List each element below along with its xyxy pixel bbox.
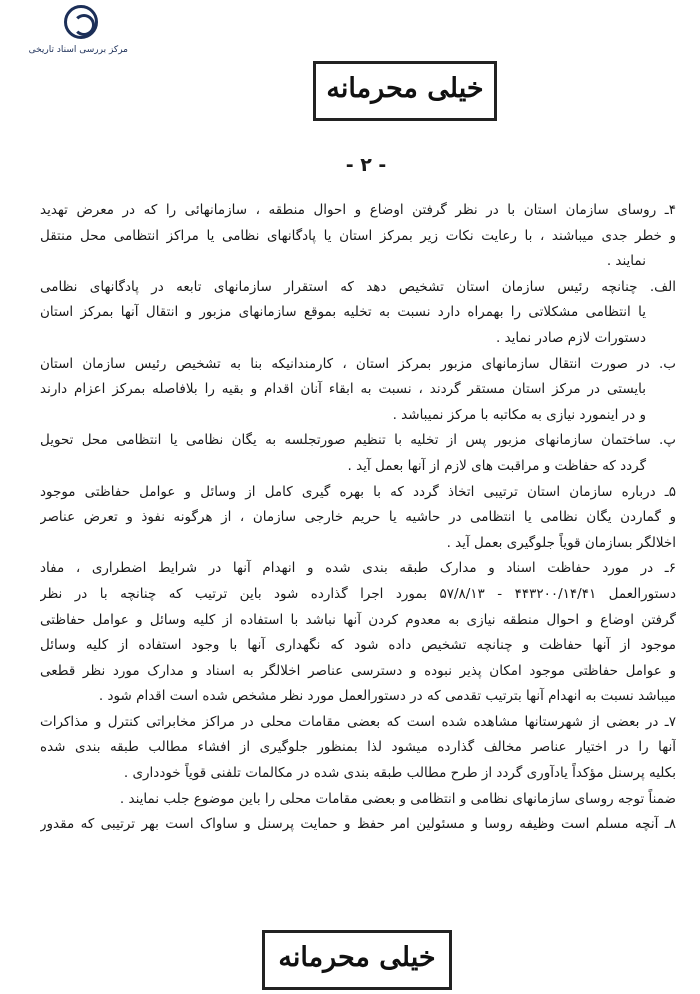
text-line: یا انتظامی مشکلاتی را بهمراه دارد نسبت به تخلیه بموقع سازمانهای مزبور و انتقال آنها بمرکز استان xyxy=(40,304,646,321)
text-line: دستورات لازم صادر نماید . xyxy=(495,329,646,346)
archive-logo xyxy=(8,5,128,63)
text-line: ۵ـ درباره سازمان استان ترتیبی اتخاذ گردد که با بهره گیری کامل از وسائل و عوامل حفاظتی موجود xyxy=(40,483,676,500)
document-body xyxy=(40,198,676,838)
page-number: - ۲ - xyxy=(345,154,387,176)
confidential-stamp-bottom: خیلی محرمانه xyxy=(262,930,452,990)
confidential-stamp-top: خیلی محرمانه xyxy=(313,61,497,121)
logo-text: مرکز بررسی اسناد تاریخی xyxy=(28,45,128,55)
text-line: بایستی در مرکز استان مستقر گردند ، نسبت به ابقاء آنان اقدام و بقیه را بلافاصله بمرکز اعزام دارند xyxy=(40,381,646,398)
text-line: بکلیه پرسنل مؤکداً یادآوری گردد از طرح مطالب طبقه بندی شده در مکالمات تلفنی قویاً خودداری . xyxy=(123,765,676,782)
archive-logo-icon xyxy=(64,5,98,39)
text-line: ۶ـ در مورد حفاظت اسناد و مدارک طبقه بندی شده و انهدام آنها در شرایط اضطراری ، مفاد xyxy=(40,560,676,577)
text-line: گرفتن اوضاع و احوال منطقه نیازی به معدوم کردن آنها نباشد با استفاده از کلیه وسائل و عوامل حفاظتی xyxy=(40,611,676,628)
text-line: الف. چنانچه رئیس سازمان استان تشخیص دهد که استقرار سازمانهای تابعه در پادگانهای نظامی xyxy=(40,278,676,295)
text-line: و عوامل حفاظتی موجود امکان پذیر نبوده و دسترسی عناصر اخلالگر به اسناد و مدارک مورد نظر قطعی xyxy=(40,662,676,679)
text-line: اخلالگر بسازمان قویاً جلوگیری بعمل آید . xyxy=(446,534,676,551)
text-line: پ. ساختمان سازمانهای مزبور پس از تخلیه با تنظیم صورتجلسه به یگان نظامی یا انتظامی محل تحویل xyxy=(40,432,676,449)
text-line: ب. در صورت انتقال سازمانهای مزبور بمرکز استان ، کارمندانیکه بنا به تشخیص رئیس سازمان استان xyxy=(40,355,676,372)
text-line: گردد که حفاظت و مراقبت های لازم از آنها بعمل آید . xyxy=(347,457,646,474)
text-line: موجود از آنها حفاظت و چنانچه تشخیص داده شود که نگهداری آنها با وجود استفاده از کلیه وسائل xyxy=(40,637,676,654)
text-line: ضمناً توجه روسای سازمانهای نظامی و انتظامی و بعضی مقامات محلی را باین موضوع جلب نمایند . xyxy=(119,790,676,807)
text-line: دستورالعمل ۴۴۳۲۰۰/۱۴/۴۱ - ۵۷/۸/۱۳ بمورد اجرا گذارده شود باین ترتیب که چنانچه با در نظر xyxy=(40,585,676,602)
text-line: ۴ـ روسای سازمان استان با در نظر گرفتن اوضاع و احوال منطقه ، سازمانهائی را که در معرض تهدید xyxy=(40,202,676,218)
text-line: ۸ـ آنچه مسلم است وظیفه روسا و مسئولین امر حفظ و حمایت پرسنل و ساواک است بهر ترتیبی که مقدور xyxy=(40,816,676,833)
text-line: نمایند . xyxy=(606,253,646,270)
text-line: و در اینمورد نیازی به مکاتبه با مرکز نمیباشد . xyxy=(392,406,646,423)
text-line: و خطر جدی میباشند ، با رعایت نکات زیر بمرکز استان یا پادگانهای نظامی یا مراکز انتظامی محل منتقل xyxy=(40,227,676,244)
text-line: میباشد نسبت به انهدام آنها بترتیب تقدمی که در دستورالعمل مورد نظر مشخص شده است اقدام شود . xyxy=(98,688,676,705)
text-line: ۷ـ در بعضی از شهرستانها مشاهده شده است که بعضی مقامات محلی در مراکز مخابراتی کنترل و مذاکرات xyxy=(40,713,676,730)
text-line: و گماردن یگان نظامی یا انتظامی در حاشیه یا حریم خارجی سازمان ، از هرگونه نفوذ و تعرض عناصر xyxy=(40,509,676,526)
text-line: آنها را در اختیار عناصر مخالف گذارده میشود لذا بمنظور جلوگیری از افشاء مطالب طبقه بندی شده xyxy=(40,739,676,756)
